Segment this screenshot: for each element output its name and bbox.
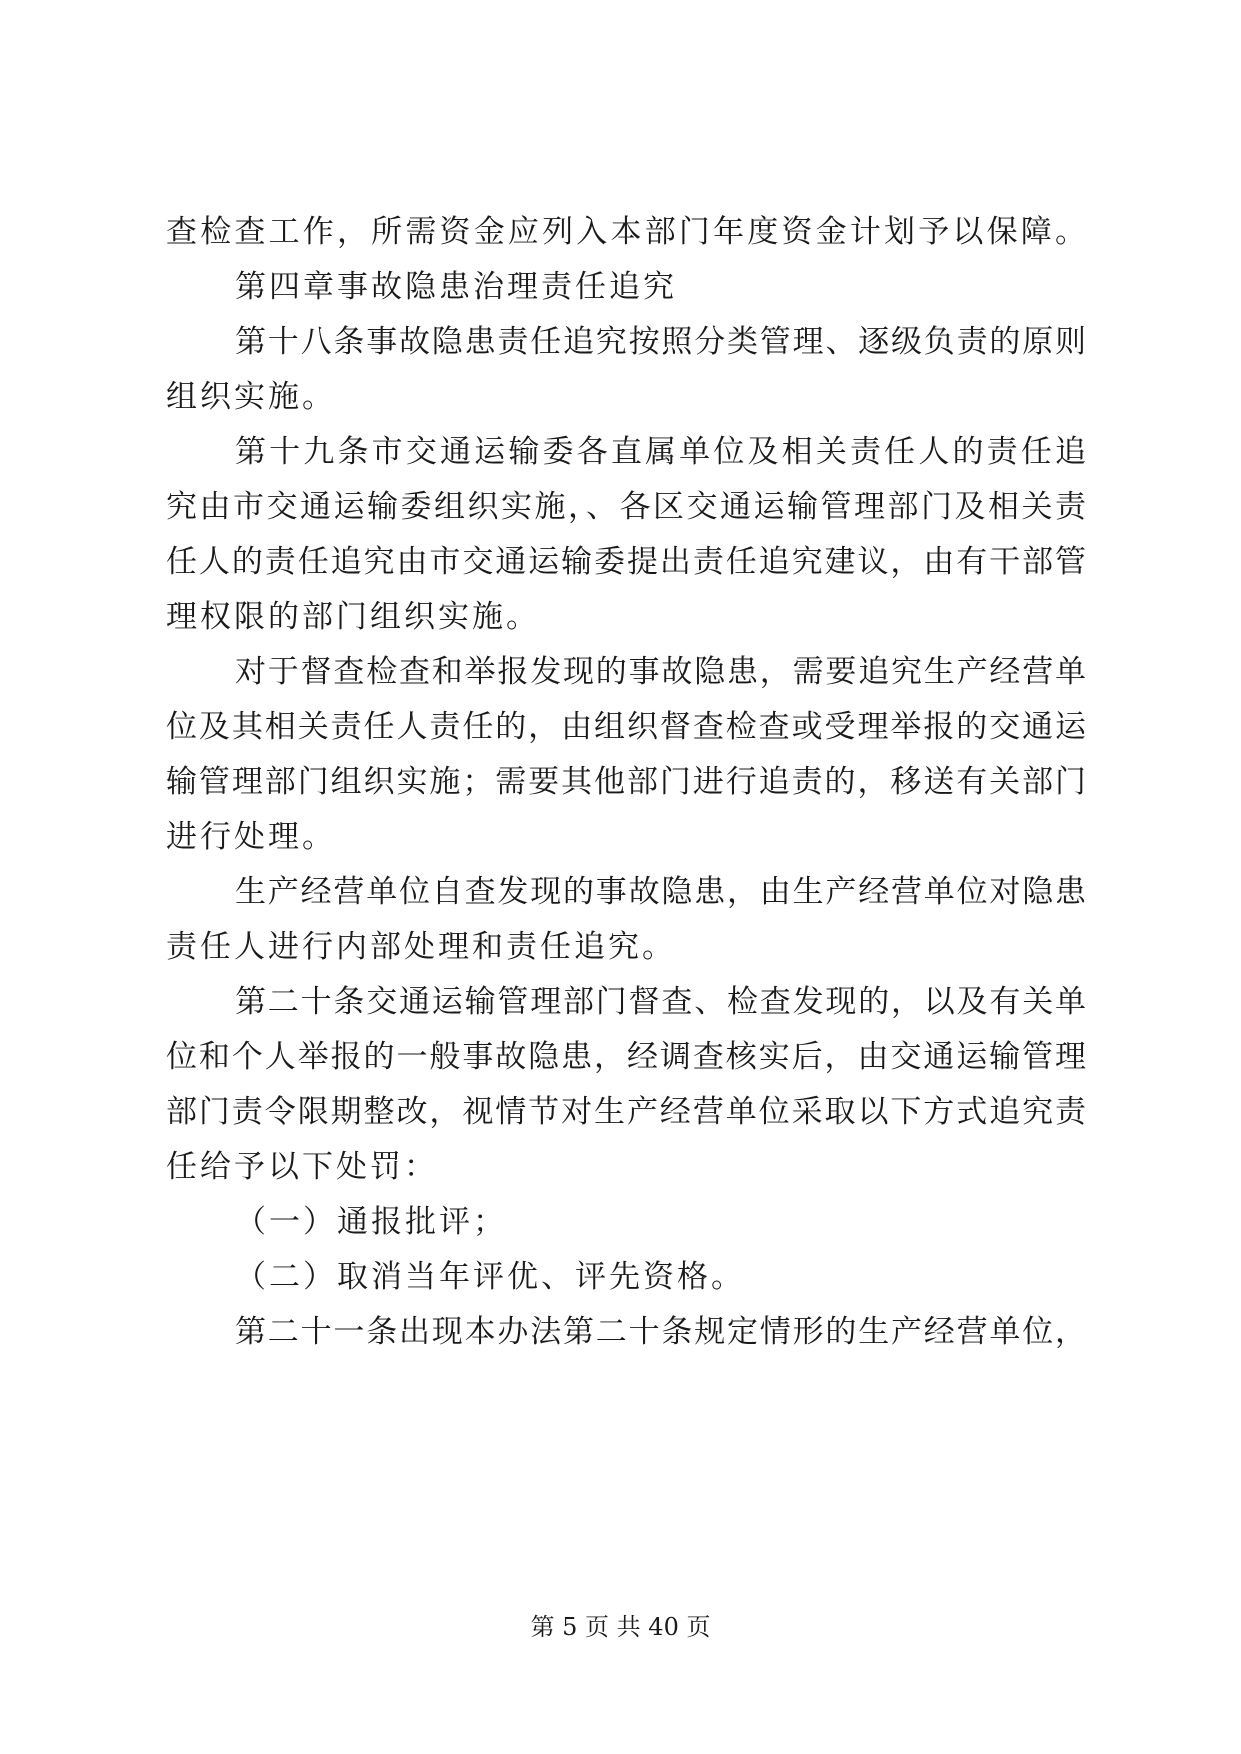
article-18-line-1: 第十八条事故隐患责任追究按照分类管理、逐级负责的原则	[235, 324, 1086, 360]
article-20-line-3: 部门责令限期整改，视情节对生产经营单位采取以下方式追究责	[166, 1094, 1086, 1130]
article-20-line-2: 位和个人举报的一般事故隐患，经调查核实后，由交通运输管理	[166, 1039, 1086, 1075]
paragraph-inspection-line-3: 输管理部门组织实施；需要其他部门进行追责的，移送有关部门	[166, 764, 1086, 800]
article-20-line-1: 第二十条交通运输管理部门督查、检查发现的，以及有关单	[235, 984, 1086, 1020]
article-18-line-2: 组织实施。	[166, 379, 336, 415]
article-20-line-4: 任给予以下处罚：	[166, 1149, 438, 1185]
chapter-heading: 第四章事故隐患治理责任追究	[235, 269, 677, 305]
article-19-line-4: 理权限的部门组织实施。	[166, 599, 540, 635]
article-19-line-1: 第十九条市交通运输委各直属单位及相关责任人的责任追	[235, 434, 1086, 470]
article-19-line-3: 任人的责任追究由市交通运输委提出责任追究建议，由有干部管	[166, 544, 1086, 580]
paragraph-self-check-line-1: 生产经营单位自查发现的事故隐患，由生产经营单位对隐患	[235, 874, 1086, 910]
page-number-footer: 第 5 页 共 40 页	[530, 1613, 711, 1641]
paragraph-self-check-line-2: 责任人进行内部处理和责任追究。	[166, 929, 676, 965]
article-21-line-1: 第二十一条出现本办法第二十条规定情形的生产经营单位，	[235, 1314, 1086, 1350]
article-19-line-2: 究由市交通运输委组织实施，、各区交通运输管理部门及相关责	[166, 489, 1086, 525]
list-item-2: （二）取消当年评优、评先资格。	[235, 1259, 745, 1295]
paragraph-inspection-line-2: 位及其相关责任人责任的，由组织督查检查或受理举报的交通运	[166, 709, 1086, 745]
list-item-1: （一）通报批评；	[235, 1204, 507, 1240]
paragraph-inspection-line-1: 对于督查检查和举报发现的事故隐患，需要追究生产经营单	[235, 654, 1086, 690]
body-line-1: 查检查工作，所需资金应列入本部门年度资金计划予以保障。	[166, 214, 1086, 250]
paragraph-inspection-line-4: 进行处理。	[166, 819, 336, 855]
